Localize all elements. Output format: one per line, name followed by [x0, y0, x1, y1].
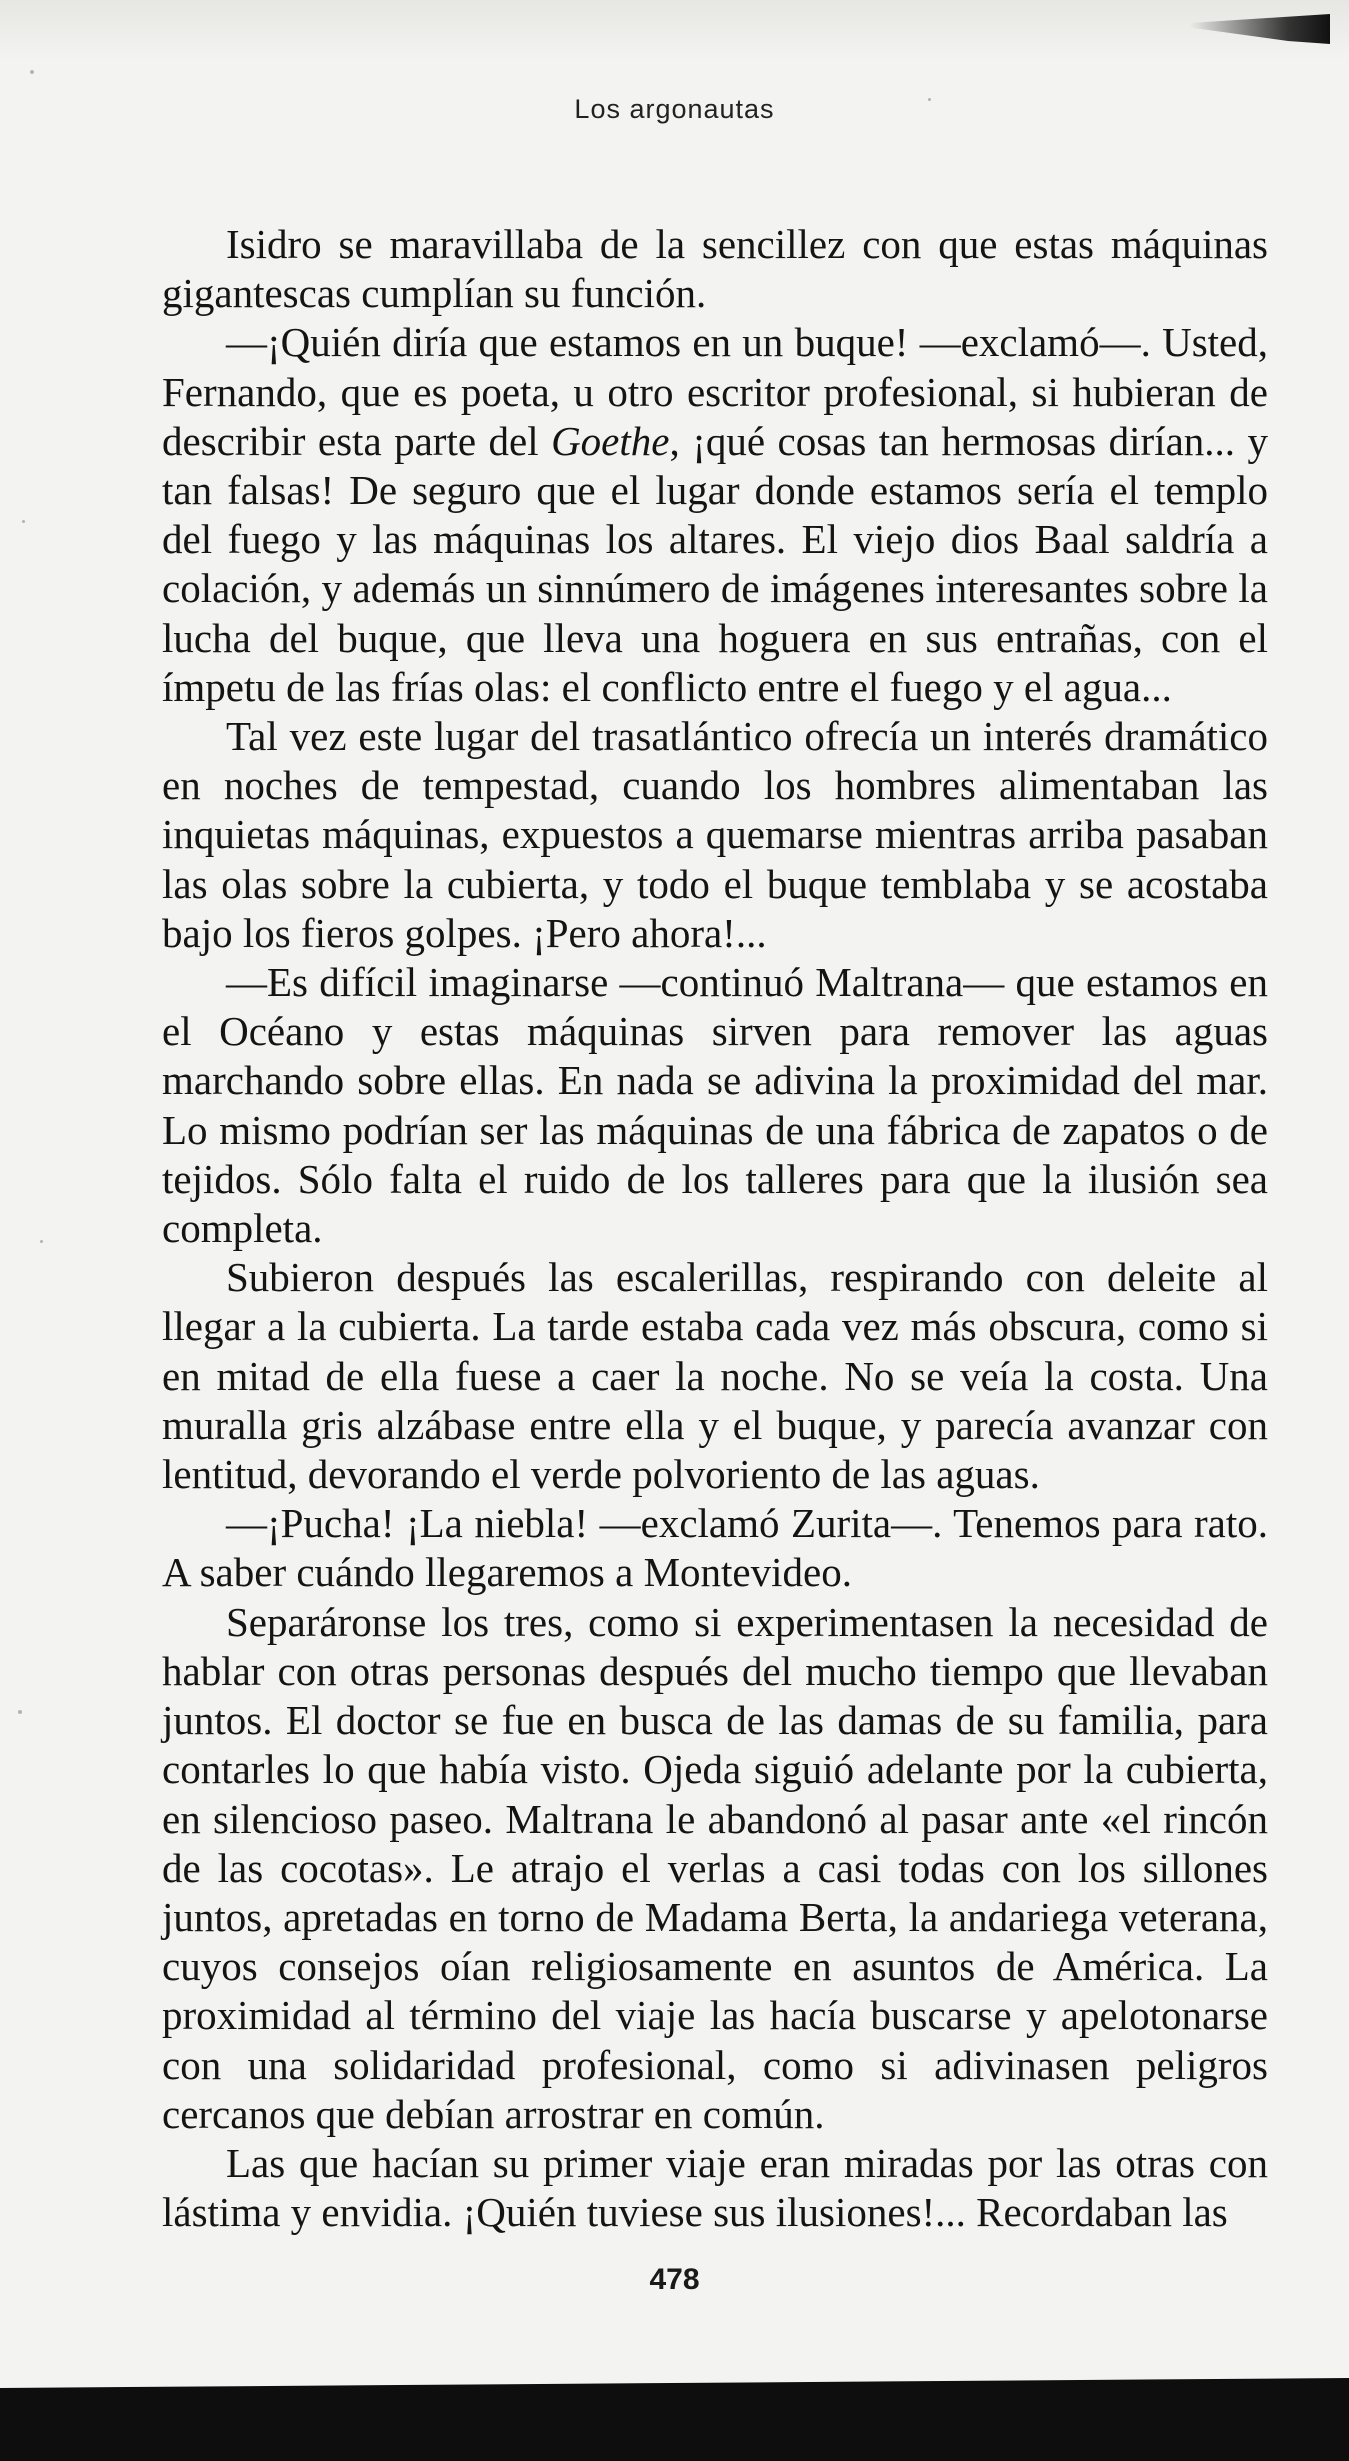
paragraph: —¡Pucha! ¡La niebla! —exclamó Zurita—. Tenemos para rato. A saber cuándo llegaremos a Montevideo. [162, 1500, 1268, 1596]
page-number: 478 [649, 2263, 700, 2296]
scan-top-edge [0, 0, 1349, 60]
paragraph: —Es difícil imaginarse —continuó Maltrana— que estamos en el Océano y estas máquinas sirven para remover las aguas marchando sobre ellas. En nada se adivina la proximidad del mar. Lo mismo podrían ser las máquinas de una fábrica de zapatos o de tejidos. Sólo falta el ruido de los talleres para que la ilusión sea completa. [162, 959, 1268, 1252]
scan-bottom-edge [0, 2378, 1349, 2461]
paragraph: Las que hacían su primer viaje eran miradas por las otras con lástima y envidia. ¡Quién tuviese sus ilusiones!... Recordaban las [162, 2139, 1268, 2236]
paragraph: Separáronse los tres, como si experimentasen la necesidad de hablar con otras personas después del mucho tiempo que llevaban juntos. El doctor se fue en busca de las damas de su familia, para contarles lo que había visto. Ojeda siguió adelante por la cubierta, en silencioso paseo. Maltrana le abandonó al pasar ante «el rincón de las cocotas». Le atrajo el verlas a casi todas con los sillones juntos, apretadas en torno de Madama Berta, la andariega veterana, cuyos consejos oían religiosamente en asuntos de América. La proximidad al término del viaje las hacía buscarse y apelotonarse con una solidaridad profesional, como si adivinasen peligros cercanos que debían arrostrar en común. [162, 1598, 1268, 2137]
paragraph: Tal vez este lugar del trasatlántico ofrecía un interés dramático en noches de tempestad, cuando los hombres alimentaban las inquietas máquinas, expuestos a quemarse mientras arriba pasaban las olas sobre la cubierta, y todo el buque temblaba y se acostaba bajo los fieros golpes. ¡Pero ahora!... [162, 713, 1268, 956]
paragraph: —¡Quién diría que estamos en un buque! —exclamó—. Usted, Fernando, que es poeta, u otro escritor profesional, si hubieran de describir esta parte del Goethe, ¡qué cosas tan hermosas dirían... y tan falsas! De seguro que el lugar donde estamos sería el templo del fuego y las máquinas los altares. El viejo dios Baal saldría a colación, y además un sinnúmero de imágenes interesantes sobre la lucha del buque, que lleva una hoguera en sus entrañas, con el ímpetu de las frías olas: el conflicto entre el fuego y el agua... [162, 319, 1268, 710]
paragraph: Subieron después las escalerillas, respirando con deleite al llegar a la cubierta. La tarde estaba cada vez más obscura, como si en mitad de ella fuese a caer la noche. No se veía la costa. Una muralla gris alzábase entre ella y el buque, y parecía avanzar con lentitud, devorando el verde polvoriento de las aguas. [162, 1254, 1268, 1498]
scan-speck [18, 1710, 22, 1714]
running-title: Los argonautas [574, 94, 775, 124]
scan-speck [22, 520, 25, 523]
paragraph: Isidro se maravillaba de la sencillez con que estas máquinas gigantescas cumplían su función. [162, 221, 1268, 317]
scan-speck [40, 1240, 43, 1243]
page-body [162, 220, 1268, 2237]
ship-name: Goethe [551, 417, 670, 464]
scan-speck [30, 70, 34, 74]
